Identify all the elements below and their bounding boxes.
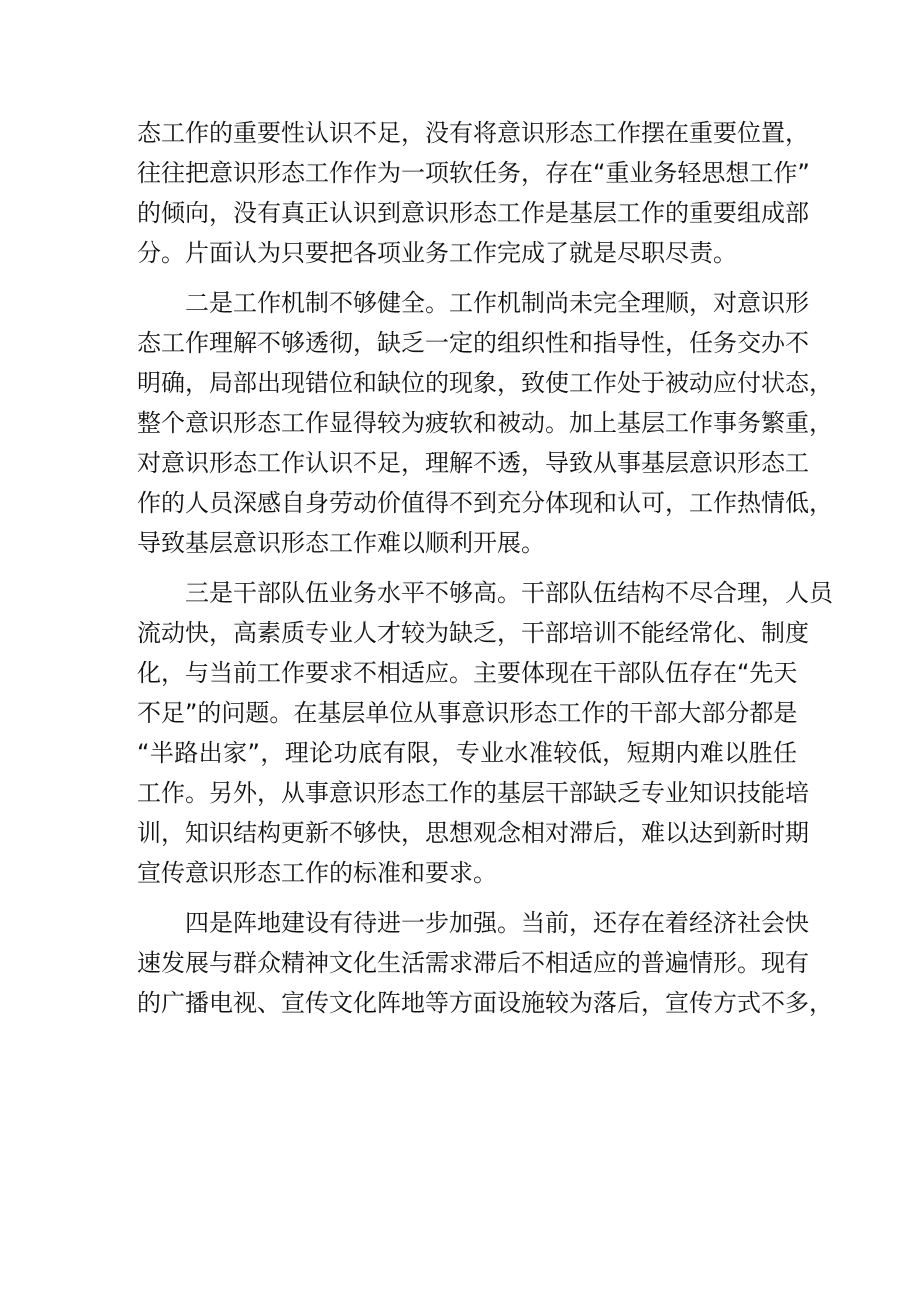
text-line: 工作。另外，从事意识形态工作的基层干部缺乏专业知识技能培 <box>137 779 809 807</box>
paragraph-position-building <box>137 903 833 1023</box>
paragraph-cadre-team <box>137 573 833 893</box>
paragraph-continuation <box>137 113 810 273</box>
paragraph-work-mechanism <box>137 283 833 563</box>
text-line: 态工作的重要性认识不足，没有将意识形态工作摆在重要位置， <box>137 119 809 147</box>
text-line: 化，与当前工作要求不相适应。主要体现在干部队伍存在“先天 <box>137 659 798 687</box>
document-body <box>137 113 833 1033</box>
text-line: 不足”的问题。在基层单位从事意识形态工作的干部大部分都是 <box>137 699 798 727</box>
text-line: 速发展与群众精神文化生活需求滞后不相适应的普遍情形。现有 <box>137 949 809 977</box>
text-line: “半路出家”，理论功底有限，专业水准较低，短期内难以胜任 <box>137 739 797 767</box>
text-line: 三是干部队伍业务水平不够高。干部队伍结构不尽合理，人员 <box>185 579 833 607</box>
text-line: 往往把意识形态工作作为一项软任务，存在“重业务轻思想工作” <box>137 159 810 187</box>
text-line: 的广播电视、宣传文化阵地等方面设施较为落后，宣传方式不多， <box>137 989 833 1017</box>
text-line: 明确，局部出现错位和缺位的现象，致使工作处于被动应付状态， <box>137 369 833 397</box>
text-line: 整个意识形态工作显得较为疲软和被动。加上基层工作事务繁重， <box>137 409 833 437</box>
text-line: 二是工作机制不够健全。工作机制尚未完全理顺，对意识形 <box>185 289 809 317</box>
text-line: 分。片面认为只要把各项业务工作完成了就是尽职尽责。 <box>137 239 737 267</box>
text-line: 宣传意识形态工作的标准和要求。 <box>137 859 497 887</box>
text-line: 流动快，高素质专业人才较为缺乏，干部培训不能经常化、制度 <box>137 619 809 647</box>
text-line: 训，知识结构更新不够快，思想观念相对滞后，难以达到新时期 <box>137 819 809 847</box>
text-line: 态工作理解不够透彻，缺乏一定的组织性和指导性，任务交办不 <box>137 329 809 357</box>
text-line: 四是阵地建设有待进一步加强。当前，还存在着经济社会快 <box>185 909 809 937</box>
text-line: 对意识形态工作认识不足，理解不透，导致从事基层意识形态工 <box>137 449 809 477</box>
text-line: 的倾向，没有真正认识到意识形态工作是基层工作的重要组成部 <box>137 199 809 227</box>
text-line: 作的人员深感自身劳动价值得不到充分体现和认可，工作热情低， <box>137 489 833 517</box>
text-line: 导致基层意识形态工作难以顺利开展。 <box>137 529 545 557</box>
